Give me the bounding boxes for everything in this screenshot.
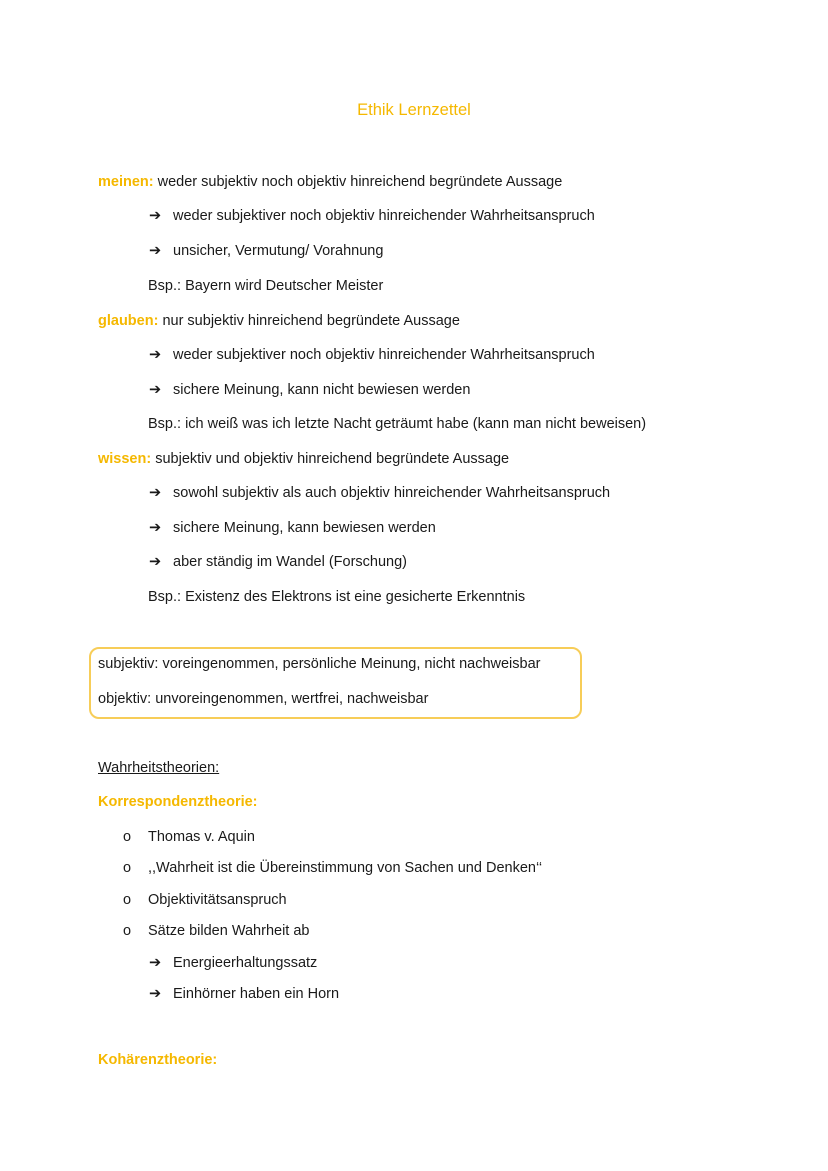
point-text: aber ständig im Wandel (Forschung) (173, 554, 407, 570)
list-item (149, 984, 339, 1004)
definition-text: nur subjektiv hinreichend begründete Aussage (158, 313, 460, 329)
arrow-right-icon: ➔ (149, 554, 162, 570)
list-item (149, 953, 317, 973)
term-glauben: glauben: (98, 313, 159, 329)
definition-glauben (98, 311, 460, 331)
box-objektiv: objektiv: unvoreingenommen, wertfrei, nachweisbar (98, 691, 429, 707)
box-subjektiv: subjektiv: voreingenommen, persönliche Meinung, nicht nachweisbar (98, 656, 541, 672)
circle-bullet-icon: o (123, 892, 132, 908)
point-text: sowohl subjektiv als auch objektiv hinreichender Wahrheitsanspruch (173, 485, 611, 501)
list-item (123, 858, 542, 878)
term-meinen: meinen: (98, 174, 154, 190)
point-text: sichere Meinung, kann nicht bewiesen werden (173, 382, 471, 398)
list-item (123, 921, 309, 941)
example-text: Einhörner haben ein Horn (173, 986, 340, 1002)
point-text: weder subjektiver noch objektiv hinreichender Wahrheitsanspruch (173, 347, 595, 363)
list-item (149, 241, 383, 261)
list-item (149, 518, 436, 538)
point-text: weder subjektiver noch objektiv hinreichender Wahrheitsanspruch (173, 208, 595, 224)
bullet-text: ,,Wahrheit ist die Übereinstimmung von Sachen und Denken‘‘ (148, 860, 543, 876)
point-text: sichere Meinung, kann bewiesen werden (173, 520, 436, 536)
kohaerenztheorie-heading: Kohärenztheorie: (98, 1052, 218, 1068)
arrow-right-icon: ➔ (149, 243, 162, 259)
list-item (149, 483, 610, 503)
arrow-right-icon: ➔ (149, 955, 162, 971)
list-item (149, 206, 595, 226)
korrespondenztheorie-heading: Korrespondenztheorie: (98, 794, 258, 810)
bullet-text: Objektivitätsanspruch (148, 892, 287, 908)
arrow-right-icon: ➔ (149, 347, 162, 363)
list-item (149, 380, 470, 400)
page-title: Ethik Lernzettel (357, 101, 471, 119)
arrow-right-icon: ➔ (149, 485, 162, 501)
arrow-right-icon: ➔ (149, 986, 162, 1002)
example-wissen: Bsp.: Existenz des Elektrons ist eine gesicherte Erkenntnis (148, 589, 526, 605)
bullet-text: Thomas v. Aquin (148, 829, 255, 845)
circle-bullet-icon: o (123, 829, 132, 845)
definition-text: weder subjektiv noch objektiv hinreichend begründete Aussage (153, 174, 563, 190)
section-heading: Wahrheitstheorien: (98, 760, 220, 776)
example-text: Energieerhaltungssatz (173, 955, 318, 971)
definition-wissen (98, 449, 509, 469)
arrow-right-icon: ➔ (149, 382, 162, 398)
list-item (149, 345, 595, 365)
list-item (123, 827, 255, 847)
circle-bullet-icon: o (123, 923, 132, 939)
term-wissen: wissen: (98, 451, 152, 467)
list-item (149, 552, 407, 572)
arrow-right-icon: ➔ (149, 520, 162, 536)
example-glauben: Bsp.: ich weiß was ich letzte Nacht geträumt habe (kann man nicht beweisen) (148, 416, 647, 432)
definition-text: subjektiv und objektiv hinreichend begründete Aussage (151, 451, 510, 467)
arrow-right-icon: ➔ (149, 208, 162, 224)
example-meinen: Bsp.: Bayern wird Deutscher Meister (148, 278, 384, 294)
point-text: unsicher, Vermutung/ Vorahnung (173, 243, 384, 259)
list-item (123, 890, 287, 910)
bullet-text: Sätze bilden Wahrheit ab (148, 923, 310, 939)
definition-meinen (98, 172, 562, 192)
circle-bullet-icon: o (123, 860, 132, 876)
